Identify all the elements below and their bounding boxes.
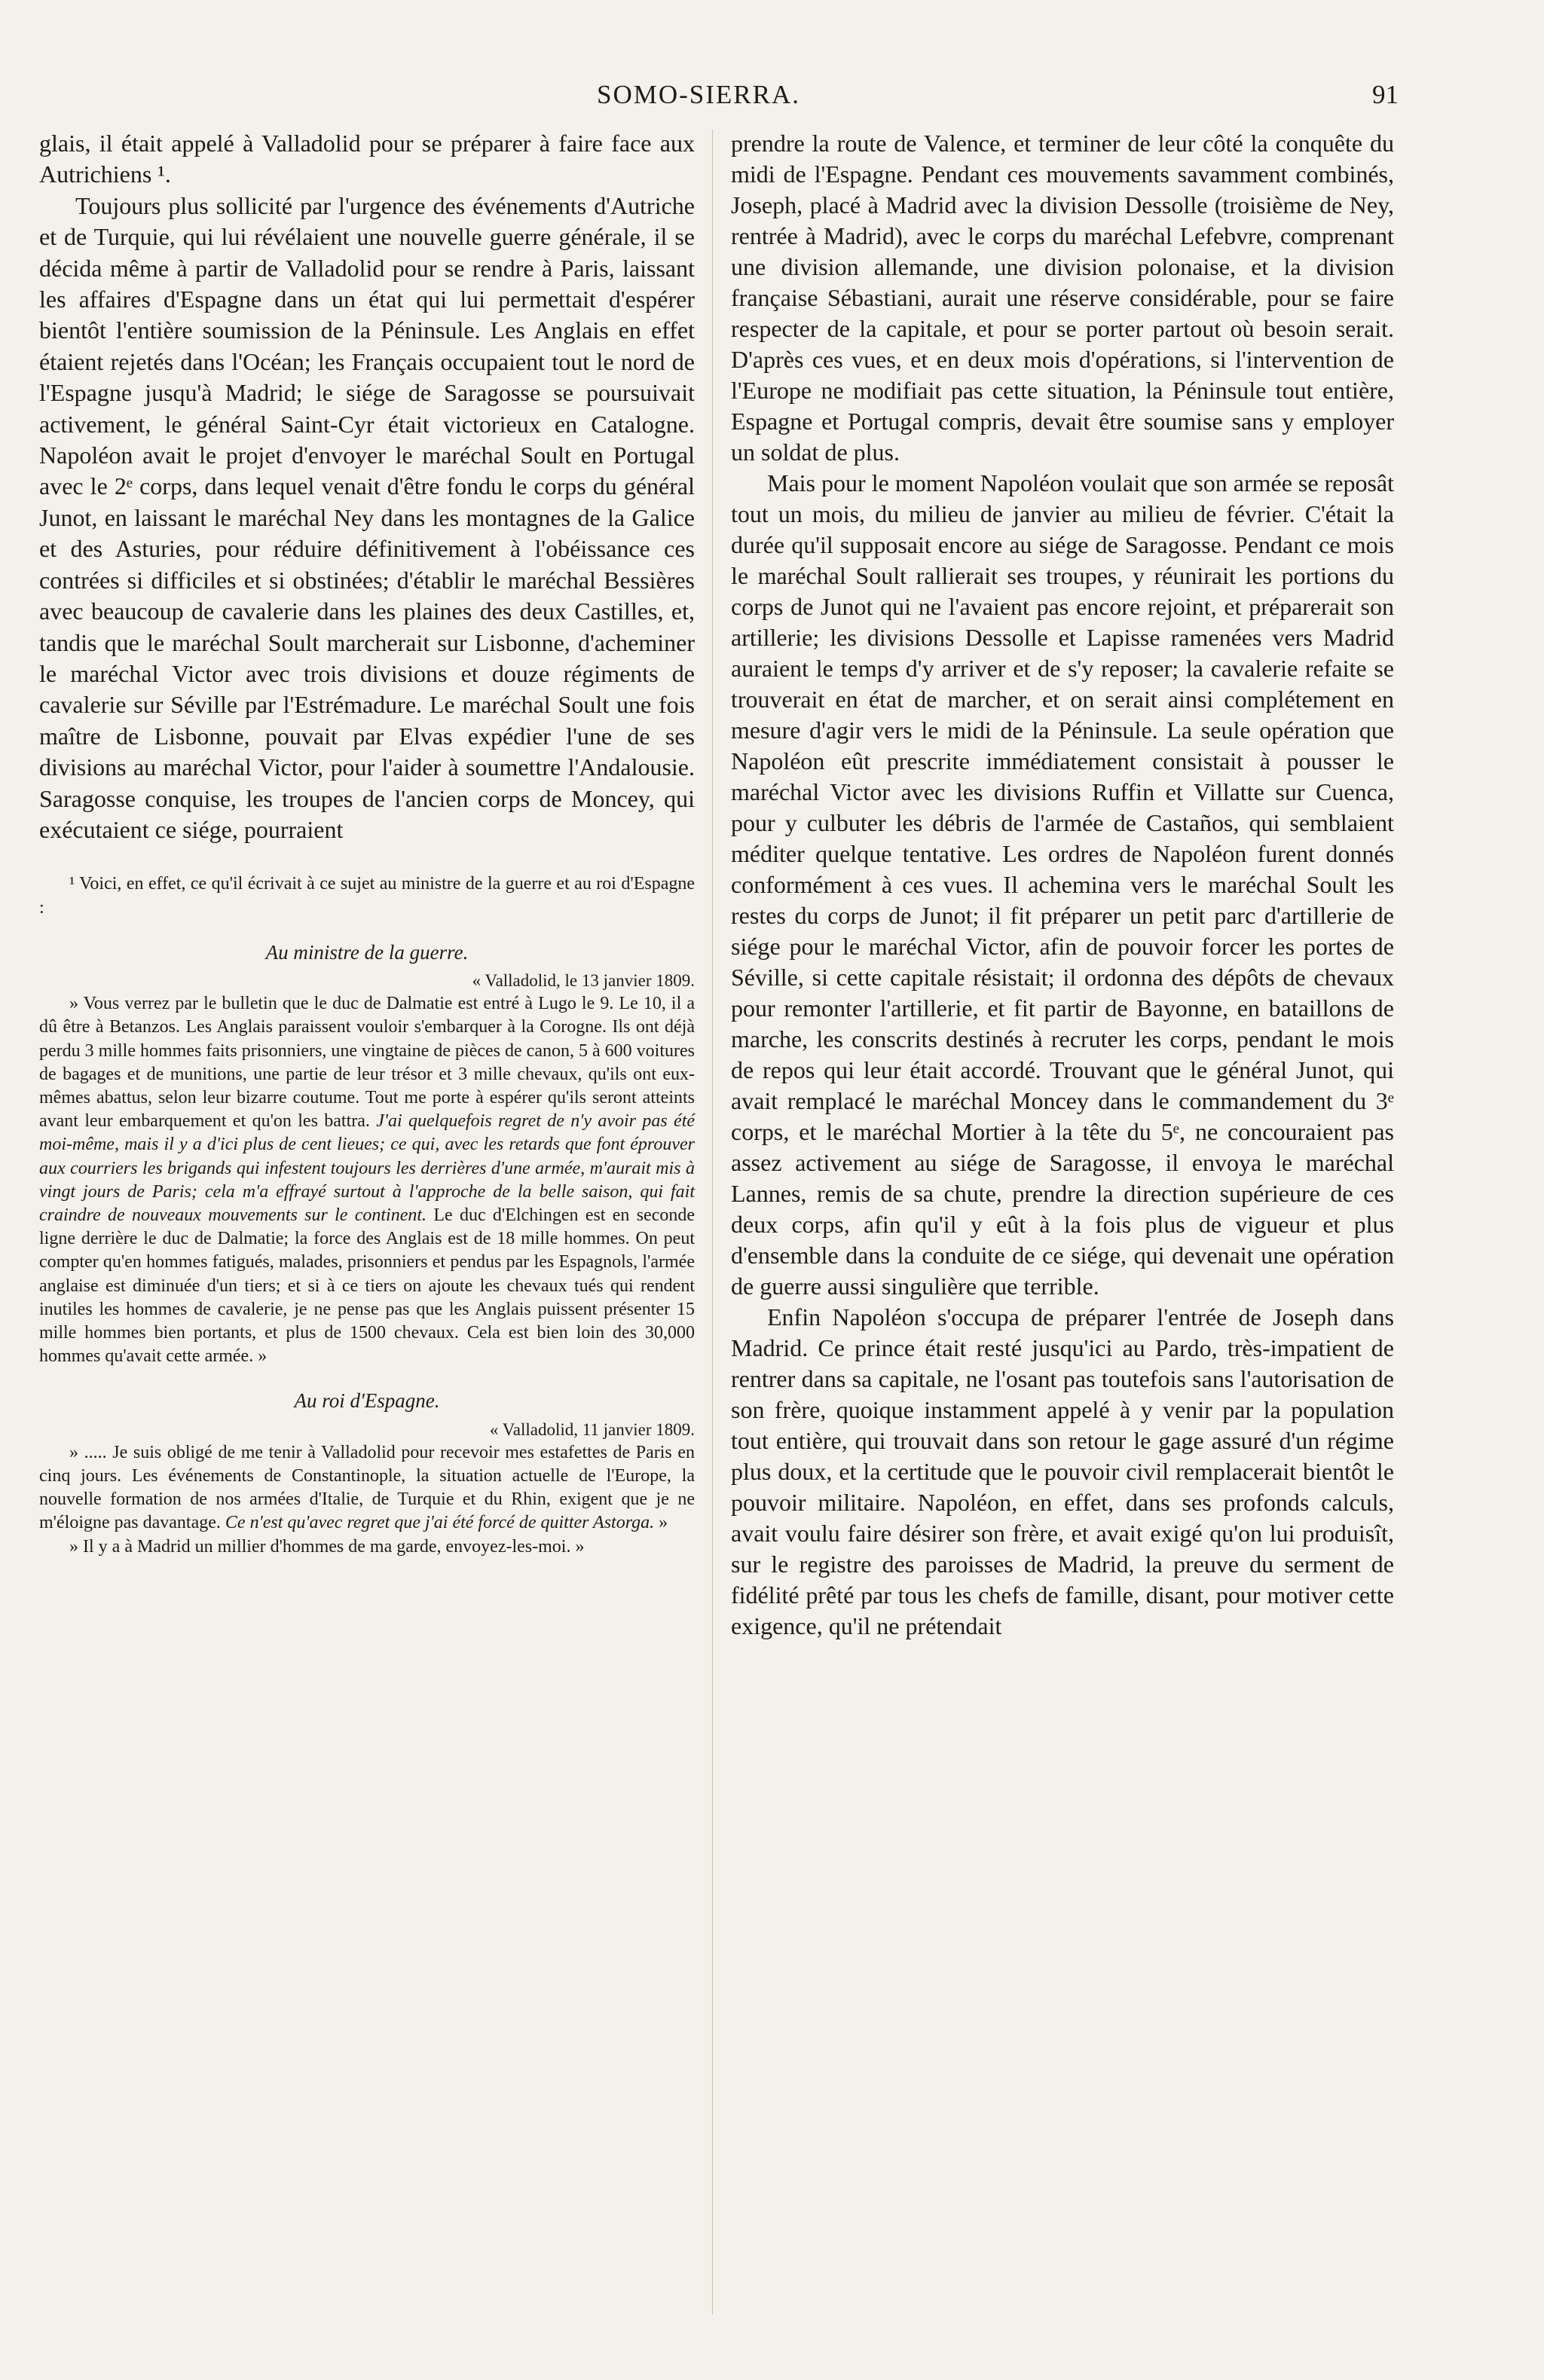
right-body-text (731, 128, 1394, 1642)
paragraph: Enfin Napoléon s'occupa de préparer l'entrée de Joseph dans Madrid. Ce prince était resté jusqu'ici au Pardo, très-impatient de rentrer dans sa capitale, ne l'osant pas toutefois sans l'autorisation de son frère, quoique instamment appelé à y venir par la population tout entière, qui trouvait dans son retour le gage assuré d'un régime plus doux, et la certitude que le pouvoir civil remplacerait bientôt le pouvoir militaire. Napoléon, en effet, dans ses profonds calculs, avait voulu faire désirer son frère, et avait exigé qu'on lui produisît, sur le registre des paroisses de Madrid, la preuve du serment de fidélité prêté par tous les chefs de famille, disant, pour motiver cette exigence, qu'il ne prétendait (731, 1303, 1394, 1639)
letter-date: « Valladolid, 11 janvier 1809. (489, 1419, 695, 1439)
paragraph: prendre la route de Valence, et terminer de leur côté la conquête du midi de l'Espagne. Pendant ces mouvements savamment combinés, Joseph, placé à Madrid avec la division Dessolle (troisième de Ney, rentrée à Madrid), avec le corps du maréchal Lefebvre, comprenant une division allemande, une division polonaise, et la division française Sébastiani, aurait une réserve considérable, pour se faire respecter de la capitale, et pour se porter partout où besoin serait. D'après ces vues, et en deux mois d'opérations, si l'intervention de l'Europe ne modifiait pas cette situation, la Péninsule tout entière, Espagne et Portugal compris, devait être soumise sans y employer un soldat de plus. (731, 130, 1394, 466)
letter-text-italic: Ce n'est qu'avec regret que j'ai été forcé de quitter Astorga. (225, 1513, 655, 1533)
left-column (39, 128, 695, 1559)
page-number: 91 (1372, 80, 1399, 109)
paragraph: glais, il était appelé à Valladolid pour se préparer à faire face aux Autrichiens ¹. (39, 130, 695, 188)
letter-heading: Au roi d'Espagne. (294, 1389, 440, 1413)
letter-text: » Vous verrez par le bulletin que le duc de Dalmatie est entré à Lugo le 9. Le 10, il a dû être à Betanzos. Les Anglais paraissent vouloir s'embarquer à la Corogne. Ils ont déjà perdu 3 mille hommes faits prisonniers, une vingtaine de pièces de canon, 5 à 600 voitures de bagages et de munitions, une partie de leur trésor et 3 mille chevaux, qu'ils ont eux-mêmes abattus, selon leur bizarre coutume. Tout me porte à espérer qu'ils seront atteints avant leur embarquement et qu'on les battra. (39, 994, 695, 1132)
letter-text-italic: J'ai quelquefois regret de n'y avoir pas été moi-même, mais il y a d'ici plus de cent lieues; ce qui, avec les retards que font éprouver aux courriers les brigands qui infestent toujours les derrières d'une armée, m'aurait mis à vingt jours de Paris; cela m'a effrayé surtout à l'approche de la belle saison, qui fait craindre de nouveaux mouvements sur le continent. (39, 1111, 696, 1225)
footnotes (39, 872, 695, 1558)
page-header (39, 80, 1399, 118)
letter-body (39, 1441, 695, 1535)
letter-body: » Il y a à Madrid un millier d'hommes de ma garde, envoyez-les-moi. » (69, 1536, 585, 1557)
letter-date: « Valladolid, le 13 janvier 1809. (472, 970, 695, 990)
column-divider (712, 130, 713, 2314)
paragraph: Mais pour le moment Napoléon voulait que son armée se reposât tout un mois, du milieu de janvier au milieu de février. C'était la durée qu'il supposait encore au siége de Saragosse. Pendant ce mois le maréchal Soult rallierait ses troupes, y réunirait les portions du corps de Junot qui ne l'avaient pas encore rejoint, et préparerait son artillerie; les divisions Dessolle et Lapisse ramenées vers Madrid auraient le temps d'y arriver et de s'y reposer; la cavalerie refaite se trouverait en état de marcher, et on serait ainsi complétement en mesure d'agir vers le midi de la Péninsule. La seule opération que Napoléon eût prescrite immédiatement consistait à pousser le maréchal Victor avec les divisions Ruffin et Villatte sur Cuenca, pour y culbuter les débris de l'armée de Castaños, qui semblaient méditer quelque tentative. Les ordres de Napoléon furent donnés conformément à ces vues. Il achemina vers le maréchal Soult les restes du corps de Junot; il fit préparer un petit parc d'artillerie de siége pour le maréchal Victor, afin de pouvoir forcer les portes de Séville, si cette capitale résistait; il ordonna des dépôts de chevaux pour remonter l'artillerie, et fit partir de Bayonne, en bataillons de marche, les conscrits destinés à recruter les corps, pendant le mois de repos qui leur était accordé. Trouvant que le général Junot, qui avait remplacé le maréchal Moncey dans le commandement du 3ᵉ corps, et le maréchal Mortier à la tête du 5ᵉ, ne concouraient pas assez activement au siége de Saragosse, il envoya le maréchal Lannes, remis de sa chute, prendre la direction supérieure de ces deux corps, afin qu'il y eût à la fois plus de vigueur et plus d'ensemble dans la conduite de ce siége, qui devenait une opération de guerre aussi singulière que terrible. (731, 469, 1394, 1300)
left-body-text (39, 128, 695, 845)
letter-heading: Au ministre de la guerre. (265, 940, 469, 964)
paragraph: Toujours plus sollicité par l'urgence des événements d'Autriche et de Turquie, qui lui révélaient une nouvelle guerre générale, il se décida même à partir de Valladolid pour se rendre à Paris, laissant les affaires d'Espagne dans un état qui lui permettait d'espérer bientôt l'entière soumission de la Péninsule. Les Anglais en effet étaient rejetés dans l'Océan; les Français occupaient tout le nord de l'Espagne jusqu'à Madrid; le siége de Saragosse se poursuivait activement, le général Saint-Cyr était victorieux en Catalogne. Napoléon avait le projet d'envoyer le maréchal Soult en Portugal avec le 2ᵉ corps, dans lequel venait d'être fondu le corps du général Junot, en laissant le maréchal Ney dans les montagnes de la Galice et des Asturies, pour réduire définitivement à l'obéissance ces contrées si difficiles et si obstinées; d'établir le maréchal Bessières avec beaucoup de cavalerie dans les plaines des deux Castilles, et, tandis que le maréchal Soult marcherait sur Lisbonne, d'acheminer le maréchal Victor avec trois divisions et douze régiments de cavalerie sur Séville par l'Estrémadure. Le maréchal Soult une fois maître de Lisbonne, pouvait par Elvas expédier l'une de ses divisions au maréchal Victor, pour l'aider à soumettre l'Andalousie. Saragosse conquise, les troupes de l'ancien corps de Moncey, qui exécutaient ce siége, pourraient (39, 191, 695, 843)
letter-body (39, 992, 695, 1368)
running-title: SOMO-SIERRA. (597, 80, 801, 109)
letter-text: » ..... Je suis obligé de me tenir à Valladolid pour recevoir mes estafettes de Paris en cinq jours. Les événements de Constantinople, la situation actuelle de l'Europe, la nouvelle formation de nos armées d'Italie, de Turquie et du Rhin, exigent que je ne m'éloigne pas davantage. (39, 1442, 695, 1533)
right-column (731, 128, 1394, 1642)
letter-text: » (659, 1513, 668, 1533)
footnote-intro: ¹ Voici, en effet, ce qu'il écrivait à ce sujet au ministre de la guerre et au roi d'Espagne : (39, 874, 695, 918)
letter-text: Le duc d'Elchingen est en seconde ligne derrière le duc de Dalmatie; la force des Anglais est de 18 mille hommes. On peut compter qu'en hommes fatigués, malades, prisonniers et pendus par les Espagnols, l'armée anglaise est diminuée d'un tiers; et si à ce tiers on ajoute les chevaux tués qui rendent inutiles les hommes de cavalerie, je ne pense pas que les Anglais puissent présenter 15 mille hommes bien portants, et plus de 1500 chevaux. Cela est bien loin des 30,000 hommes qu'avait cette armée. » (39, 1205, 696, 1367)
